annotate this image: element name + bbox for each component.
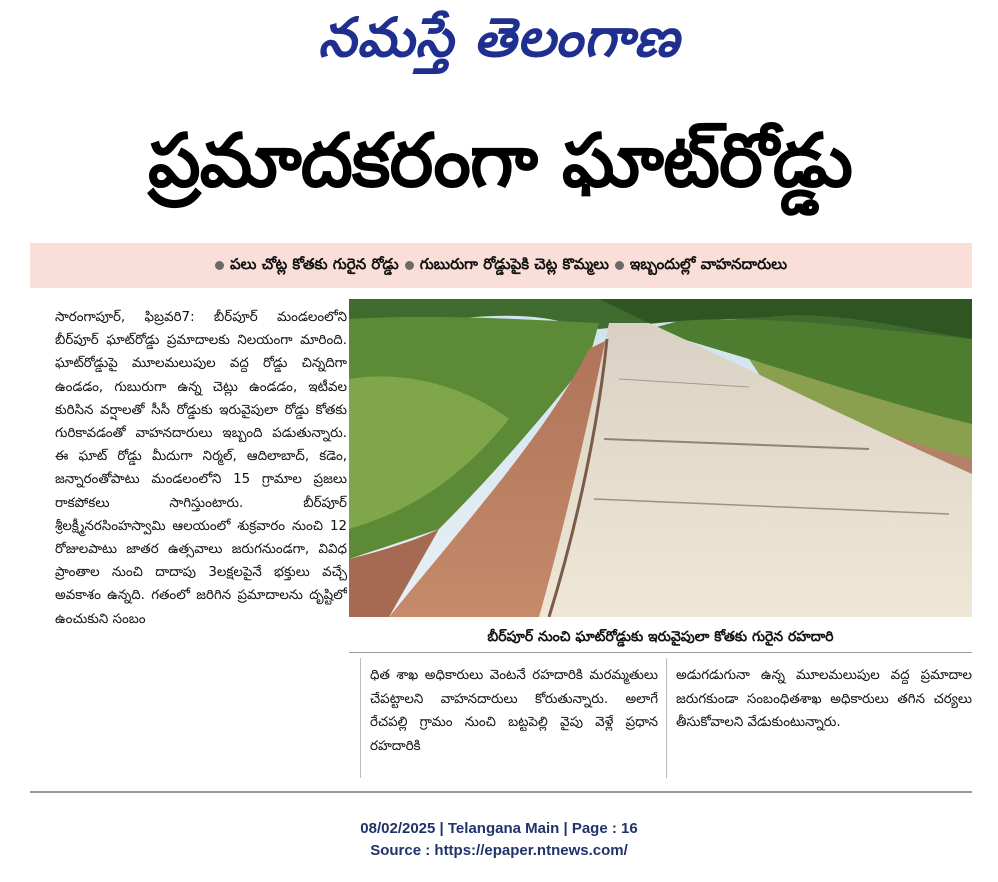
article-body-column-2: ధిత శాఖ అధికారులు వెంటనే రహదారికి మరమ్మతులు చేపట్టాలని వాహనదారులు కోరుతున్నారు. అలాగే రేచపల్లి గ్రామం నుంచి బట్టపెల్లి వైపు వెళ్లే ప్రధాన రహదారికి [370,668,658,754]
footer-source-link[interactable]: Source : https://epaper.ntnews.com/ [370,842,628,859]
road-photo-illustration [349,299,972,617]
bullet-icon [215,261,224,270]
article-body-column-3: అడుగడుగునా ఉన్న మూలమలుపుల వద్ద ప్రమాదాల జరుగకుండా సంబంధితశాఖ అధికారులు తగిన చర్యలు తీసుకోవాలని వేడుకుంటున్నారు. [676,668,972,730]
article-photo [349,299,972,617]
column-divider [360,658,361,778]
subhead-text: ఇబ్బందుల్లో వాహనదారులు [629,254,788,273]
subheads-band [30,243,972,288]
subhead-text: పలు చోట్ల కోతకు గురైన రోడ్డు [229,254,399,273]
footer-divider [30,791,972,793]
subhead-item [215,255,399,277]
column-divider [666,658,667,778]
subhead-text: గుబురుగా రోడ్డుపైకి చెట్ల కొమ్మలు [419,254,609,273]
bullet-icon [405,261,414,270]
page-footer [0,818,998,868]
newspaper-masthead: నమస్తే తెలంగాణ [318,5,680,69]
article-body-column-1: సారంగాపూర్, ఫిబ్రవరి7: బీర్‌పూర్ మండలంలోని బీర్‌పూర్ ఘాట్‌రోడ్డు ప్రమాదాలకు నిలయంగా మారింది. ఘాట్‌రోడ్డుపై మూలమలుపుల వద్ద రోడ్డు చిన్నదిగా ఉండడం, గుబురుగా ఉన్న చెట్లు ఉండడం, ఇటీవల కురిసిన వర్షాలతో సీసీ రోడ్డుకు ఇరువైపులా రోడ్డు కోతకు గురికావడంతో వాహనదారులు ఇబ్బంది పడుతున్నారు. ఈ ఘాట్ రోడ్డు మీదుగా నిర్మల్, ఆదిలాబాద్, కడెం, జన్నారంతోపాటు మండలంలోని 15 గ్రామాల ప్రజలు రాకపోకలు సాగిస్తుంటారు. బీర్‌పూర్ శ్రీలక్ష్మీనరసింహస్వామి ఆలయంలో శుక్రవారం నుంచి 12 రోజులపాటు జాతర ఉత్సవాలు జరుగనుండగా, వివిధ ప్రాంతాల నుంచి దాదాపు 3లక్షలపైనే భక్తులు వచ్చే అవకాశం ఉన్నది. గతంలో జరిగిన ప్రమాదాలను దృష్టిలో ఉంచుకుని సంబం [55,310,347,627]
bullet-icon [615,261,624,270]
subhead-item [405,255,609,277]
footer-edition-info: 08/02/2025 | Telangana Main | Page : 16 [360,820,638,837]
subhead-item [615,255,787,277]
article-headline: ప్రమాదకరంగా ఘాట్‌రోడ్డు [148,118,852,204]
photo-caption: బీర్‌పూర్ నుంచి ఘాట్‌రోడ్డుకు ఇరువైపులా కోతకు గురైన రహదారి [349,622,972,653]
